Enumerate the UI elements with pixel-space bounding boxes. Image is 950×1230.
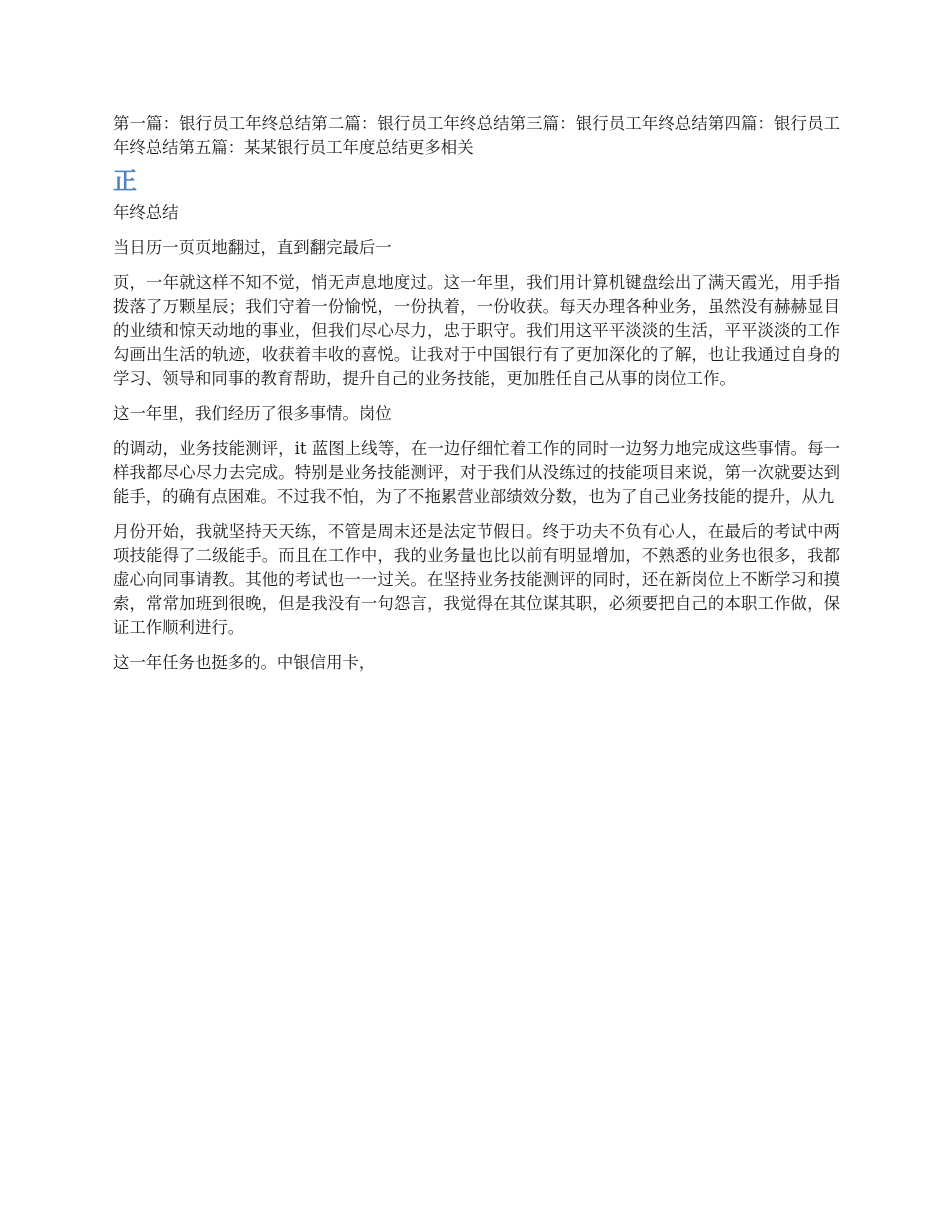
intro-paragraph: 第一篇：银行员工年终总结第二篇：银行员工年终总结第三篇：银行员工年终总结第四篇：银行员工年终总结第五篇：某某银行员工年度总结更多相关 — [113, 114, 840, 157]
paragraph-6: 月份开始，我就坚持天天练，不管是周末还是法定节假日。终于功夫不负有心人，在最后的考试中两项技能得了二级能手。而且在工作中，我的业务量也比以前有明显增加，不熟悉的业务也很多，我都虚心向同事请教。其他的考试也一一过关。在坚持业务技能测评的同时，还在新岗位上不断学习和摸索，常常加班到很晚，但是我没有一句怨言，我觉得在其位谋其职，必须要把自己的本职工作做，保证工作顺利进行。 — [113, 522, 840, 637]
document-body — [113, 112, 840, 686]
paragraph-4: 这一年里，我们经历了很多事情。岗位 — [113, 404, 392, 423]
paragraph-2: 当日历一页页地翻过，直到翻完最后一 — [113, 238, 392, 257]
paragraph-7: 这一年任务也挺多的。中银信用卡， — [113, 653, 376, 672]
paragraph-5: 的调动，业务技能测评，it 蓝图上线等，在一边仔细忙着工作的同时一边努力地完成这些事情。每一样我都尽心尽力去完成。特别是业务技能测评，对于我们从没练过的技能项目来说，第一次就要达到能手，的确有点困难。不过我不怕，为了不拖累营业部绩效分数，也为了自己业务技能的提升，从九 — [113, 439, 840, 506]
section-heading: 正 — [113, 167, 137, 195]
paragraph-1: 年终总结 — [113, 203, 179, 222]
paragraph-3: 页，一年就这样不知不觉，悄无声息地度过。这一年里，我们用计算机键盘绘出了满天霞光，用手指拨落了万颗星辰；我们守着一份愉悦，一份执着，一份收获。每天办理各种业务，虽然没有赫赫显目的业绩和惊天动地的事业，但我们尽心尽力，忠于职守。我们用这平平淡淡的生活，平平淡淡的工作勾画出生活的轨迹，收获着丰收的喜悦。让我对于中国银行有了更加深化的了解，也让我通过自身的学习、领导和同事的教育帮助，提升自己的业务技能，更加胜任自己从事的岗位工作。 — [113, 273, 840, 388]
